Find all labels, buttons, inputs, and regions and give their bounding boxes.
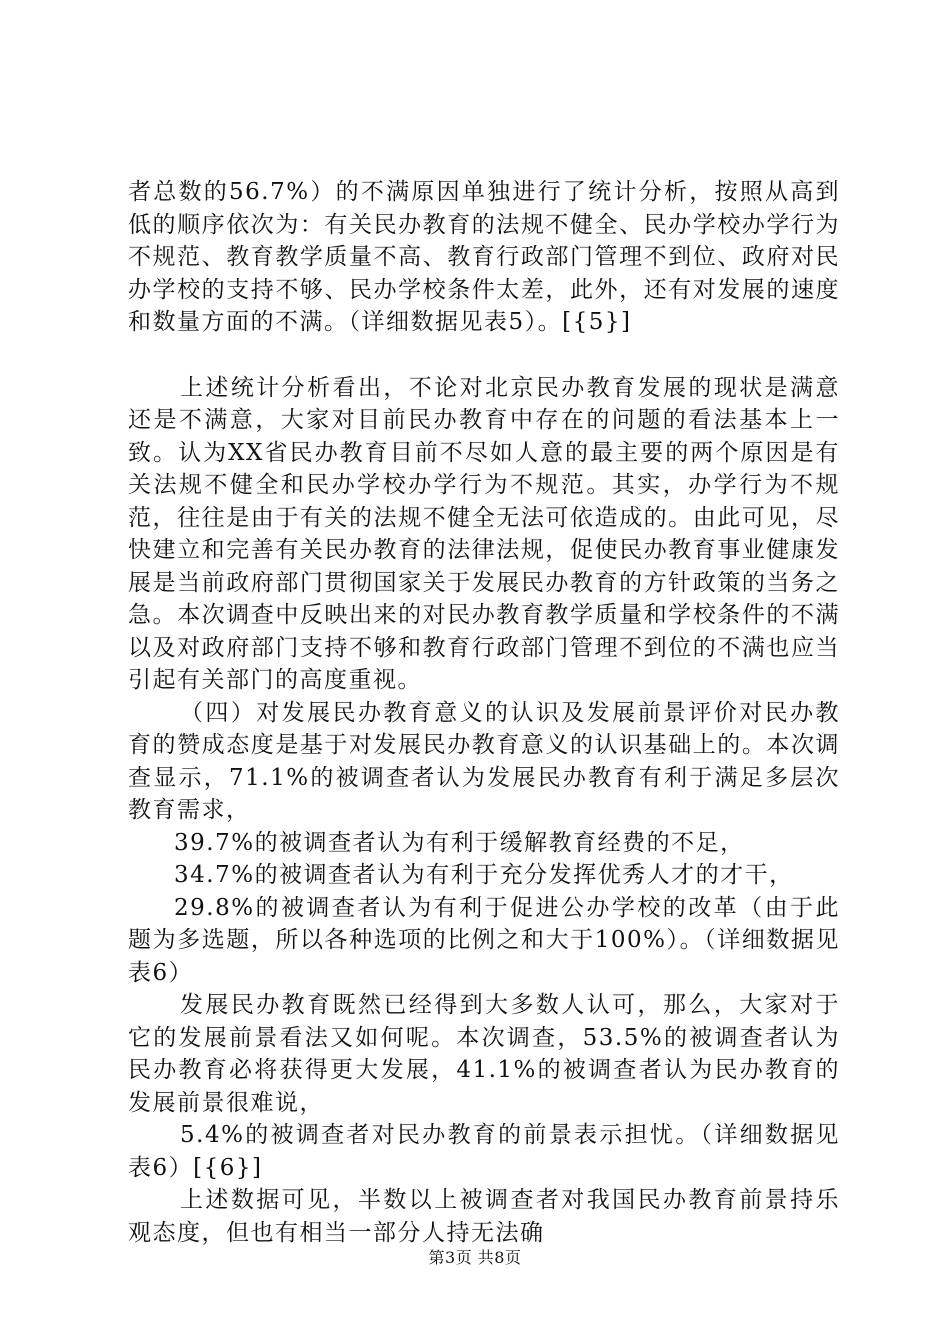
paragraph-stat-34-7: 34.7%的被调查者认为有利于充分发挥优秀人才的才干，: [174, 862, 794, 888]
paragraph-conclusion: 上述数据可见，半数以上被调查者对我国民办教育前景持乐观态度，但也有相当一部分人持无法确: [128, 1187, 840, 1246]
paragraph-analysis-summary: 上述统计分析看出，不论对北京民办教育发展的现状是满意还是不满意，大家对目前民办教育中存在的问题的看法基本上一致。认为XX省民办教育目前不尽如人意的最主要的两个原因是有关法规不健全和民办学校办学行为不规范。其实，办学行为不规范，往往是由于有关的法规不健全无法可依造成的。由此可见，尽快建立和完善有关民办教育的法律法规，促使民办教育事业健康发展是当前政府部门贯彻国家关于发展民办教育的方针政策的当务之急。本次调查中反映出来的对民办教育教学质量和学校条件的不满以及对政府部门支持不够和教育行政部门管理不到位的不满也应当引起有关部门的高度重视。: [128, 374, 840, 693]
paragraph-prospects: 发展民办教育既然已经得到大多数人认可，那么，大家对于它的发展前景看法又如何呢。本次调查，53.5%的被调查者认为民办教育必将获得更大发展，41.1%的被调查者认为民办教育的发展前景很难说，: [128, 992, 840, 1116]
page-number-footer: 第3页 共8页: [428, 1248, 522, 1267]
paragraph-continued: 者总数的56.7%）的不满原因单独进行了统计分析，按照从高到低的顺序依次为：有关民办教育的法规不健全、民办学校办学行为不规范、教育教学质量不高、教育行政部门管理不到位、政府对民办学校的支持不够、民办学校条件太差，此外，还有对发展的速度和数量方面的不满。（详细数据见表5）。[{5}]: [128, 179, 840, 335]
paragraph-stat-5-4: 5.4%的被调查者对民办教育的前景表示担忧。（详细数据见表6）[{6}]: [128, 1122, 840, 1181]
paragraph-stat-29-8: 29.8%的被调查者认为有利于促进公办学校的改革（由于此题为多选题，所以各种选项的比例之和大于100%）。（详细数据见表6）: [128, 894, 840, 986]
document-body: [128, 176, 840, 1249]
paragraph-section-four: （四）对发展民办教育意义的认识及发展前景评价对民办教育的赞成态度是基于对发展民办教育意义的认识基础上的。本次调查显示，71.1%的被调查者认为发展民办教育有利于满足多层次教育需求，: [128, 699, 840, 823]
paragraph-stat-39-7: 39.7%的被调查者认为有利于缓解教育经费的不足，: [174, 829, 745, 856]
